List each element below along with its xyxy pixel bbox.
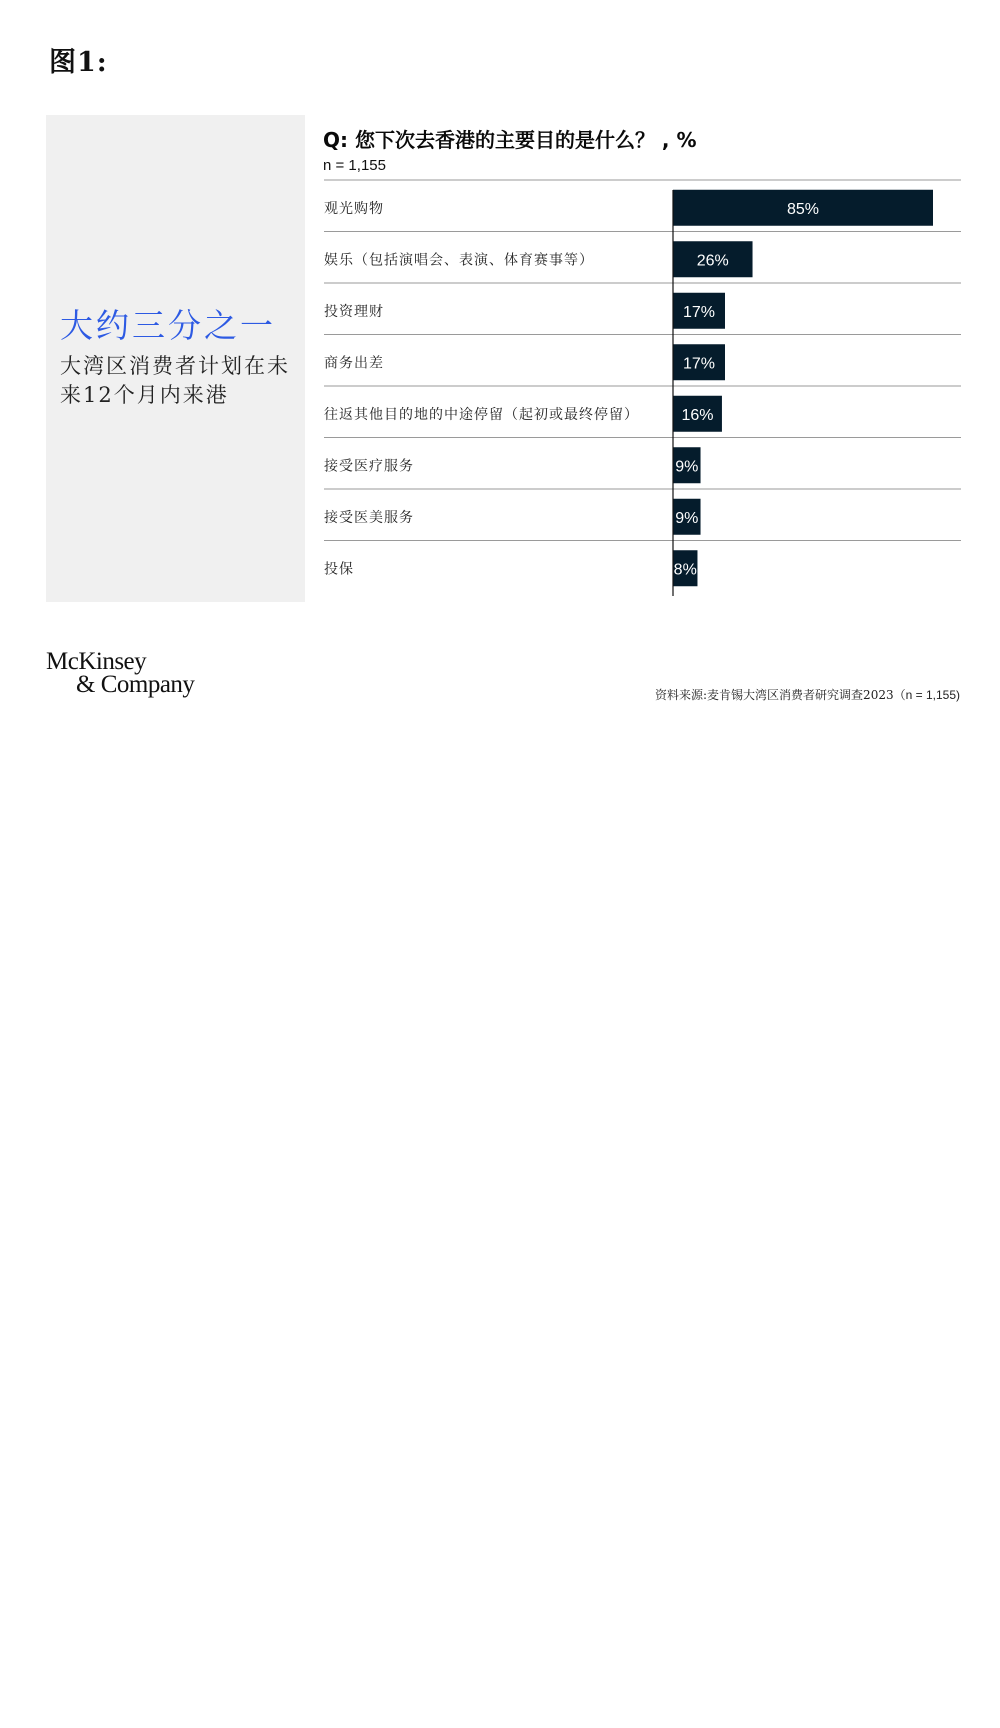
value-label: 9% (675, 509, 699, 527)
value-label: 26% (696, 252, 729, 270)
category-label: 商务出差 (324, 355, 384, 372)
value-label: 85% (786, 200, 820, 218)
value-label: 9% (675, 458, 699, 476)
value-label: 17% (682, 355, 716, 373)
highlight-headline: 大约三分之一 (60, 306, 276, 345)
figure-title: 图1: (49, 47, 108, 78)
value-label: 16% (681, 406, 714, 424)
category-label: 娱乐（包括演唱会、表演、体育赛事等） (324, 252, 594, 269)
value-label: 17% (682, 303, 716, 321)
highlight-description: 大湾区消费者计划在未来12个月内来港 (60, 354, 290, 407)
category-label: 往返其他目的地的中途停留（起初或最终停留） (324, 406, 639, 423)
chart-title: Q: 您下次去香港的主要目的是什么？ , % (323, 128, 697, 152)
source-text: 资料来源:麦肯锡大湾区消费者研究调查2023 (655, 688, 894, 702)
source-note (655, 686, 960, 703)
value-label: 8% (673, 561, 697, 579)
category-label: 接受医疗服务 (324, 458, 414, 475)
category-label: 投资理财 (324, 303, 384, 320)
logo-line-2: & Company (76, 671, 195, 698)
bar-chart (0, 0, 1000, 620)
category-label: 接受医美服务 (324, 509, 414, 526)
mckinsey-logo (46, 650, 194, 696)
category-label: 观光购物 (324, 200, 384, 217)
logo-line-1: McKinsey (46, 648, 147, 675)
category-label: 投保 (324, 561, 354, 578)
source-sample-size: （n = 1,155) (893, 688, 960, 702)
chart-subtitle: n = 1,155 (323, 157, 386, 174)
